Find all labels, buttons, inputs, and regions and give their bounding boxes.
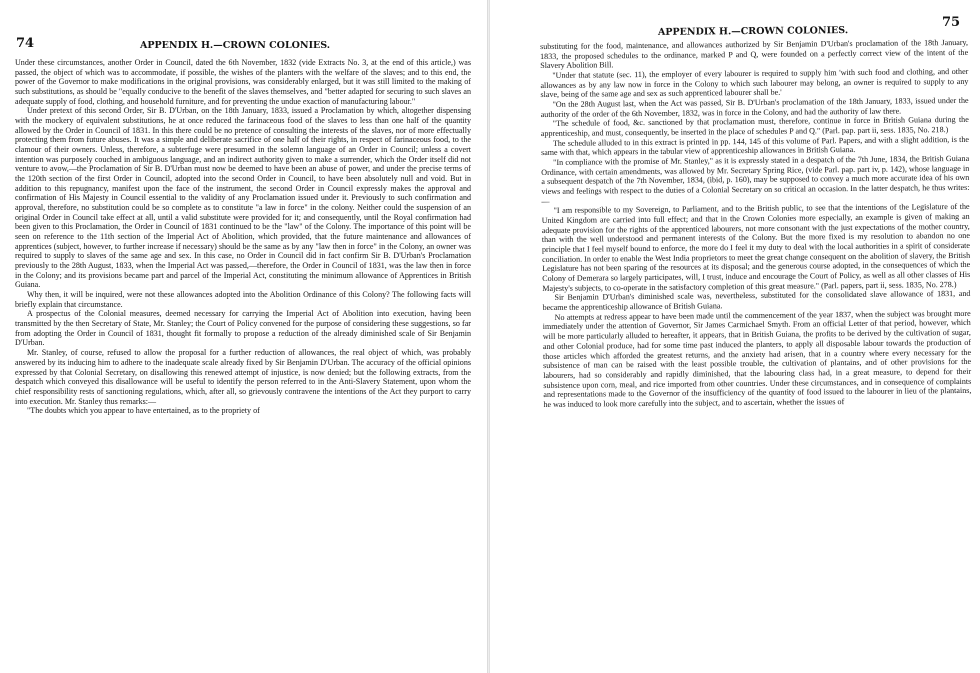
right-page-body	[540, 38, 972, 410]
left-paragraph: A prospectus of the Colonial measures, deemed necessary for carrying the Imperial Act of Abolition into execution, having been transmitted by the then Secretary of State, Mr. Stanley; the Court of Policy convened for the purpose of considering these suggestions, so far from adopting the Order in Council of 1831, thought fit formally to propose a reduction of the already diminished scale of Sir Benjamin D'Urban.	[15, 309, 471, 348]
right-paragraph: "Under that statute (sec. 11), the employer of every labourer is required to supply him 'with such food and clothing, and other allowances as by any law now in force in the Colony to which such labourer may belong, an owner is required to supply to any slave, being of the same age and sex as such apprenticed labourer shall be.'	[540, 66, 969, 100]
left-paragraph: Why then, it will be inquired, were not these allowances adopted into the Abolition Ordinance of this Colony? The following facts will briefly explain that circumstance.	[15, 290, 471, 309]
right-paragraph: "The schedule of food, &c. sanctioned by that proclamation must, therefore, continue in force in British Guiana during the apprenticeship, and must, consequently, be inserted in the place of schedules P and Q." (Parl. pap. part ii, sess. 1835, No. 218.)	[540, 115, 969, 139]
right-paragraph: No attempts at redress appear to have been made until the commencement of the year 1837, when the subject was brought more immediately under the attention of Governor, Sir James Carmichael Smyth. From an official Letter of that period, however, which will be more particularly alluded to hereafter, it appears, that in British Guiana, the profits to be derived by the cultivation of sugar, and other Colonial produce, had for some time past induced the planters, to apply all disposable labour towards the production of those articles which afforded the greatest returns, and the anxiety had arisen, that in a country where every necessary for the subsistence of man can be raised with the least possible trouble, the cultivation of plantains, and of other provisions for the labourers, had so considerably and rapidly diminished, that the labouring class had, in a great measure, to depend for their subsistence upon corn, meal, and rice imported from other countries. Under these circumstances, and in consequence of complaints and representations made to the Governor of the insufficiency of the quantity of food issued to the labourer in lieu of the plantains, he was induced to look more carefully into the subject, and to ascertain, whether the issues of	[542, 308, 972, 409]
left-paragraph: Under these circumstances, another Order in Council, dated the 6th November, 1832 (vide Extracts No. 3, at the end of this article,) was passed, the object of which was to accommodate, if possible, the wishes of the planters with the welfare of the slaves; and to this end, the power of the Governor to make modifications in the original provisions, was considerably enlarged, but it was still limited to the making of such substitutions, as should be "equally conducive to the benefit of the slaves themselves, and "better adapted for securing to such slaves an adequate supply of food, clothing, and household furniture, and for preventing the undue exaction of manufacturing labour."	[15, 58, 471, 106]
left-paragraph: Under pretext of this second Order, Sir B. D'Urban, on the 18th January, 1833, issued a Proclamation by which, altogether dispensing with the mockery of equivalent substitutions, he at once reduced the farinaceous food of the slaves to less than one half of the quantity allowed by the Order in Council of 1831. In this there could be no pretence of consulting the interests of the slaves, nor of more effectually protecting them from future abuses. It was a simple and deliberate sacrifice of one half of their rights, in respect of farinaceous food, to the clamour of their owners. Unless, therefore, a subterfuge were presumed in the solemn language of an Order in Council; unless a covert intention was purposely couched in ambiguous language, and an indirect authority given to make a surrender, which the Order itself did not venture to avow,—the Proclamation of Sir B. D'Urban must now be deemed to have been an abuse of power, and under the precise terms of the 120th section of the first Order in Council, adopted into the second Order in Council, to have been absolutely null and void. But in addition to this repugnancy, manifest upon the face of the instrument, the second Order in Council expressly makes the approval and confirmation of His Majesty in Council essential to the validity of any Proclamation issued under it. Previously to such confirmation and approval, therefore, no substitution could be so complete as to constitute "a law in force" in the colony. Neither could the suspension of an original Order in Council take effect at all, until a valid substitute were provided for it; and consequently, until the Royal confirmation had been given to this Proclamation, the Order in Council of 1831 continued to be the "law" of the Colony. The importance of this point will be seen on reference to the 11th section of the Imperial Act of Abolition, which provided, that the future maintenance and allowances of apprentices (subject, however, to further increase if necessary) should be the same as by any "law then in force" in the Colony, an owner was required to supply to slaves of the same age and sex. In this case, no Order in Council did in fact confirm Sir B. D'Urban's Proclamation previously to the 28th August, 1833, when the Imperial Act was passed,—therefore, the Order in Council of 1831, was the law then in force in the Colony; and its provisions became part and parcel of the Imperial Act, constituting the minimum allowance of Apprentices in British Guiana.	[15, 106, 471, 290]
right-running-head: APPENDIX H.—CROWN COLONIES.	[657, 25, 849, 38]
right-page	[490, 0, 980, 673]
left-running-head: APPENDIX H.—CROWN COLONIES.	[140, 40, 331, 51]
right-paragraph: "I am responsible to my Sovereign, to Parliament, and to the British public, to see that the intentions of the Legislature of the United Kingdom are carried into full effect; and that in the Crown Colonies more especially, an example is given of making an adequate provision for the rights of the apprenticed labourers, not more consonant with the just expectations of the mother country, than with the well understood and permanent interests of the Colony. But the more fixed is my resolution to abandon no one principle that I feel myself bound to enforce, the more do I feel it my duty to deal with the local authorities in a spirit of considerate conciliation. In order to enable the West India proprietors to meet the great change consequent on the abolition of slavery, the British Legislature has not been sparing of the resources at its disposal; and the generous course adopted, in the consequences of which the Colony of Demerara so largely participates, will, I trust, induce and encourage the Court of Policy, as well as all other classes of His Majesty's subjects, to co-operate in the satisfactory completion of this great measure." (Parl. papers, part ii, sess. 1835, No. 278.)	[541, 202, 971, 293]
right-paragraph: "On the 28th August last, when the Act was passed, Sir B. D'Urban's proclamation of the 18th January, 1833, issued under the authority of the order of the 6th November, 1832, was in force in the Colony, and had the authority of law there.	[540, 95, 969, 119]
left-paragraph: Mr. Stanley, of course, refused to allow the proposal for a further reduction of allowances, the real object of which, was probably answered by its inducing him to adhere to the inadequate scale already fixed by Sir Benjamin D'Urban. The accuracy of the official opinions expressed by that Colonial Secretary, on disallowing this renewed attempt of injustice, is now denied; but the following extracts, from the despatch which conveyed this disallowance will be useful to identify the person referred to in the Anti-Slavery Statement, upon whom the chief responsibility rests of sanctioning regulations, which, after all, so grievously contravene the intentions of the Act they purport to carry into execution. Mr. Stanley thus remarks:—	[15, 348, 471, 406]
right-paragraph: substituting for the food, maintenance, and allowances authorized by Sir Benjamin D'Urban's proclamation of the 18th January, 1833, the proposed schedules to the ordinance, marked P and Q, were founded on a perfectly correct view of the intent of the Slavery Abolition Bill.	[540, 37, 969, 71]
left-paragraph: "The doubts which you appear to have entertained, as to the propriety of	[27, 406, 260, 416]
right-page-number: 75	[942, 15, 961, 30]
right-paragraph: Sir Benjamin D'Urban's diminished scale was, nevertheless, substituted for the consolidated slave allowance of 1831, and became the apprenticeship allowance of British Guiana.	[542, 289, 971, 313]
left-page-number: 74	[16, 36, 35, 51]
right-paragraph: "In compliance with the promise of Mr. Stanley," as it is expressly stated in a despatch of the 7th June, 1834, the British Guiana Ordinance, with certain amendments, was allowed by Mr. Secretary Spring Rice, (vide Parl. pap. part iv, p. 142), whose language in a subsequent despatch of the 7th November, 1834, (ibid, p. 160), may be supposed to convey a much more accurate idea of his own views and feelings with respect to the duties of a Colonial Secretary on so critical an occasion. In the latter despatch, he thus writes:—	[541, 153, 970, 206]
left-page-body	[15, 58, 471, 416]
right-paragraph: The schedule alluded to in this extract is printed in pp. 144, 145 of this volume of Parl. Papers, and with a slight addition, is the same with that, which appears in the tabular view of apprenticeship allowances in British Guiana.	[541, 134, 969, 158]
left-page	[0, 0, 488, 673]
